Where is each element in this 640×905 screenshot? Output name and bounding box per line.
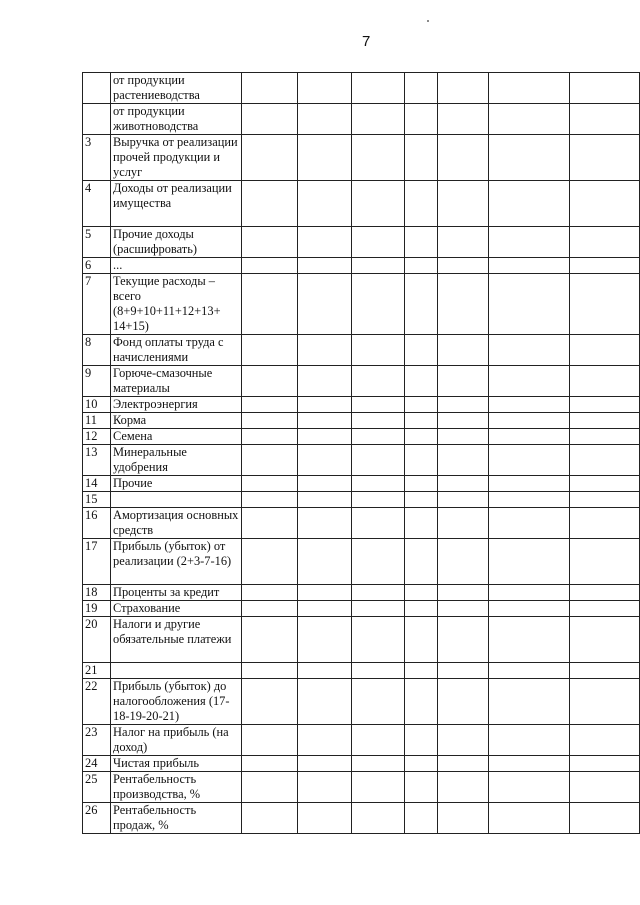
empty-cell [404,539,437,585]
empty-cell [297,601,351,617]
empty-cell [488,181,569,227]
table-row [83,617,640,663]
table-row [83,258,640,274]
row-number: 24 [83,756,111,772]
row-label: Рентабельность производства, % [111,772,242,803]
row-number: 16 [83,508,111,539]
row-number: 15 [83,492,111,508]
empty-cell [297,366,351,397]
row-label: Прочие [111,476,242,492]
empty-cell [242,476,297,492]
empty-cell [242,601,297,617]
empty-cell [404,663,437,679]
empty-cell [297,585,351,601]
table-row [83,227,640,258]
table-row [83,663,640,679]
empty-cell [242,73,297,104]
empty-cell [352,725,405,756]
empty-cell [352,508,405,539]
empty-cell [242,335,297,366]
empty-cell [438,508,489,539]
empty-cell [438,663,489,679]
empty-cell [404,258,437,274]
empty-cell [242,104,297,135]
empty-cell [404,366,437,397]
empty-cell [438,397,489,413]
empty-cell [242,366,297,397]
empty-cell [404,803,437,834]
empty-cell [404,274,437,335]
empty-cell [438,335,489,366]
table-row [83,413,640,429]
empty-cell [438,476,489,492]
financial-plan-table [82,72,640,834]
row-number: 7 [83,274,111,335]
row-label: Электроэнергия [111,397,242,413]
empty-cell [352,539,405,585]
empty-cell [242,663,297,679]
empty-cell [404,227,437,258]
row-number: 10 [83,397,111,413]
empty-cell [438,429,489,445]
row-label: Минеральные удобрения [111,445,242,476]
table-row [83,772,640,803]
row-label: Семена [111,429,242,445]
empty-cell [438,539,489,585]
empty-cell [297,508,351,539]
empty-cell [352,429,405,445]
empty-cell [488,679,569,725]
empty-cell [488,135,569,181]
row-label: Текущие расходы – всего (8+9+10+11+12+13+ 14+15) [111,274,242,335]
empty-cell [297,803,351,834]
empty-cell [242,397,297,413]
row-number: 9 [83,366,111,397]
empty-cell [438,413,489,429]
empty-cell [488,445,569,476]
row-number: 14 [83,476,111,492]
empty-cell [569,492,639,508]
empty-cell [438,585,489,601]
empty-cell [242,492,297,508]
row-number: 19 [83,601,111,617]
table-row [83,181,640,227]
row-label: Рентабельность продаж, % [111,803,242,834]
empty-cell [352,413,405,429]
empty-cell [404,601,437,617]
empty-cell [404,617,437,663]
empty-cell [404,335,437,366]
row-label: Налоги и другие обязательные платежи [111,617,242,663]
empty-cell [488,585,569,601]
empty-cell [242,756,297,772]
empty-cell [569,508,639,539]
empty-cell [488,274,569,335]
row-number: 20 [83,617,111,663]
empty-cell [438,725,489,756]
row-number: 8 [83,335,111,366]
empty-cell [352,366,405,397]
empty-cell [352,663,405,679]
empty-cell [404,73,437,104]
row-label: от продукции растениеводства [111,73,242,104]
empty-cell [404,104,437,135]
row-label: Фонд оплаты труда с начислениями [111,335,242,366]
row-label: ... [111,258,242,274]
empty-cell [352,617,405,663]
row-label: Прочие доходы (расшифровать) [111,227,242,258]
empty-cell [438,772,489,803]
empty-cell [242,274,297,335]
row-label [111,492,242,508]
table-row [83,725,640,756]
row-label: Выручка от реализации прочей продукции и услуг [111,135,242,181]
empty-cell [242,227,297,258]
empty-cell [297,445,351,476]
empty-cell [404,772,437,803]
empty-cell [297,104,351,135]
empty-cell [488,104,569,135]
row-label: от продукции животноводства [111,104,242,135]
empty-cell [488,803,569,834]
empty-cell [488,508,569,539]
table-row [83,429,640,445]
page-number: 7 [362,33,371,50]
empty-cell [488,366,569,397]
empty-cell [569,429,639,445]
empty-cell [242,258,297,274]
row-number: 13 [83,445,111,476]
empty-cell [242,585,297,601]
empty-cell [352,258,405,274]
table-row [83,445,640,476]
empty-cell [352,227,405,258]
row-label [111,663,242,679]
row-label: Прибыль (убыток) до налогообложения (17-18-19-20-21) [111,679,242,725]
table-row [83,585,640,601]
empty-cell [242,181,297,227]
empty-cell [488,663,569,679]
empty-cell [438,104,489,135]
empty-cell [297,335,351,366]
empty-cell [297,429,351,445]
row-number: 17 [83,539,111,585]
empty-cell [569,663,639,679]
row-number: 3 [83,135,111,181]
empty-cell [404,445,437,476]
empty-cell [569,772,639,803]
empty-cell [438,181,489,227]
empty-cell [297,756,351,772]
empty-cell [297,181,351,227]
empty-cell [352,679,405,725]
empty-cell [404,135,437,181]
empty-cell [352,135,405,181]
empty-cell [297,539,351,585]
empty-cell [352,181,405,227]
empty-cell [242,725,297,756]
empty-cell [438,617,489,663]
empty-cell [438,601,489,617]
empty-cell [242,539,297,585]
empty-cell [404,756,437,772]
empty-cell [352,104,405,135]
row-label: Страхование [111,601,242,617]
empty-cell [297,413,351,429]
row-label: Налог на прибыль (на доход) [111,725,242,756]
table-row [83,539,640,585]
table-row [83,366,640,397]
empty-cell [488,772,569,803]
empty-cell [404,476,437,492]
row-number: 25 [83,772,111,803]
table-row [83,476,640,492]
empty-cell [569,617,639,663]
empty-cell [488,413,569,429]
row-label: Амортизация основных средств [111,508,242,539]
empty-cell [242,445,297,476]
empty-cell [242,413,297,429]
empty-cell [297,772,351,803]
empty-cell [242,135,297,181]
empty-cell [488,429,569,445]
row-label: Доходы от реализации имущества [111,181,242,227]
empty-cell [488,492,569,508]
empty-cell [352,445,405,476]
row-label: Корма [111,413,242,429]
row-number: 4 [83,181,111,227]
empty-cell [297,397,351,413]
empty-cell [242,508,297,539]
empty-cell [352,772,405,803]
row-number: 26 [83,803,111,834]
table-row [83,73,640,104]
empty-cell [297,135,351,181]
row-label: Горюче-смазочные материалы [111,366,242,397]
table-row [83,492,640,508]
empty-cell [352,601,405,617]
empty-cell [242,617,297,663]
row-number: 23 [83,725,111,756]
empty-cell [404,492,437,508]
empty-cell [404,679,437,725]
empty-cell [438,445,489,476]
row-label: Чистая прибыль [111,756,242,772]
empty-cell [438,679,489,725]
empty-cell [242,772,297,803]
empty-cell [488,476,569,492]
empty-cell [438,803,489,834]
empty-cell [488,397,569,413]
empty-cell [404,508,437,539]
empty-cell [297,227,351,258]
table-row [83,508,640,539]
row-number [83,73,111,104]
row-number: 6 [83,258,111,274]
empty-cell [404,429,437,445]
empty-cell [352,585,405,601]
empty-cell [569,397,639,413]
empty-cell [488,73,569,104]
empty-cell [297,73,351,104]
empty-cell [297,725,351,756]
empty-cell [404,397,437,413]
empty-cell [242,429,297,445]
row-number: 22 [83,679,111,725]
empty-cell [569,135,639,181]
empty-cell [242,803,297,834]
empty-cell [488,227,569,258]
empty-cell [488,601,569,617]
empty-cell [569,181,639,227]
empty-cell [488,539,569,585]
empty-cell [569,445,639,476]
row-number: 12 [83,429,111,445]
table-row [83,679,640,725]
empty-cell [404,585,437,601]
empty-cell [438,274,489,335]
table-row [83,104,640,135]
empty-cell [297,617,351,663]
empty-cell [569,104,639,135]
empty-cell [438,756,489,772]
empty-cell [352,397,405,413]
empty-cell [352,335,405,366]
table-row [83,274,640,335]
row-number: 18 [83,585,111,601]
table-row [83,397,640,413]
table-row [83,756,640,772]
table-row [83,335,640,366]
empty-cell [438,73,489,104]
scan-speck [427,20,429,22]
empty-cell [404,181,437,227]
empty-cell [569,476,639,492]
empty-cell [488,756,569,772]
empty-cell [569,366,639,397]
empty-cell [352,73,405,104]
empty-cell [488,335,569,366]
empty-cell [569,258,639,274]
table-row [83,803,640,834]
empty-cell [569,73,639,104]
empty-cell [438,258,489,274]
empty-cell [297,492,351,508]
empty-cell [404,413,437,429]
empty-cell [569,274,639,335]
empty-cell [352,756,405,772]
table-row [83,135,640,181]
empty-cell [488,617,569,663]
empty-cell [488,725,569,756]
empty-cell [352,274,405,335]
empty-cell [569,227,639,258]
empty-cell [438,366,489,397]
empty-cell [297,258,351,274]
empty-cell [569,756,639,772]
empty-cell [569,413,639,429]
empty-cell [438,492,489,508]
empty-cell [569,679,639,725]
empty-cell [242,679,297,725]
empty-cell [297,476,351,492]
empty-cell [569,601,639,617]
empty-cell [488,258,569,274]
empty-cell [438,135,489,181]
empty-cell [352,803,405,834]
empty-cell [297,679,351,725]
empty-cell [569,539,639,585]
row-number: 11 [83,413,111,429]
empty-cell [297,663,351,679]
row-label: Прибыль (убыток) от реализации (2+3-7-16) [111,539,242,585]
row-number: 5 [83,227,111,258]
empty-cell [569,585,639,601]
empty-cell [404,725,437,756]
empty-cell [297,274,351,335]
empty-cell [438,227,489,258]
row-number: 21 [83,663,111,679]
empty-cell [352,476,405,492]
row-label: Проценты за кредит [111,585,242,601]
empty-cell [569,725,639,756]
empty-cell [569,335,639,366]
row-number [83,104,111,135]
table-row [83,601,640,617]
empty-cell [569,803,639,834]
empty-cell [352,492,405,508]
